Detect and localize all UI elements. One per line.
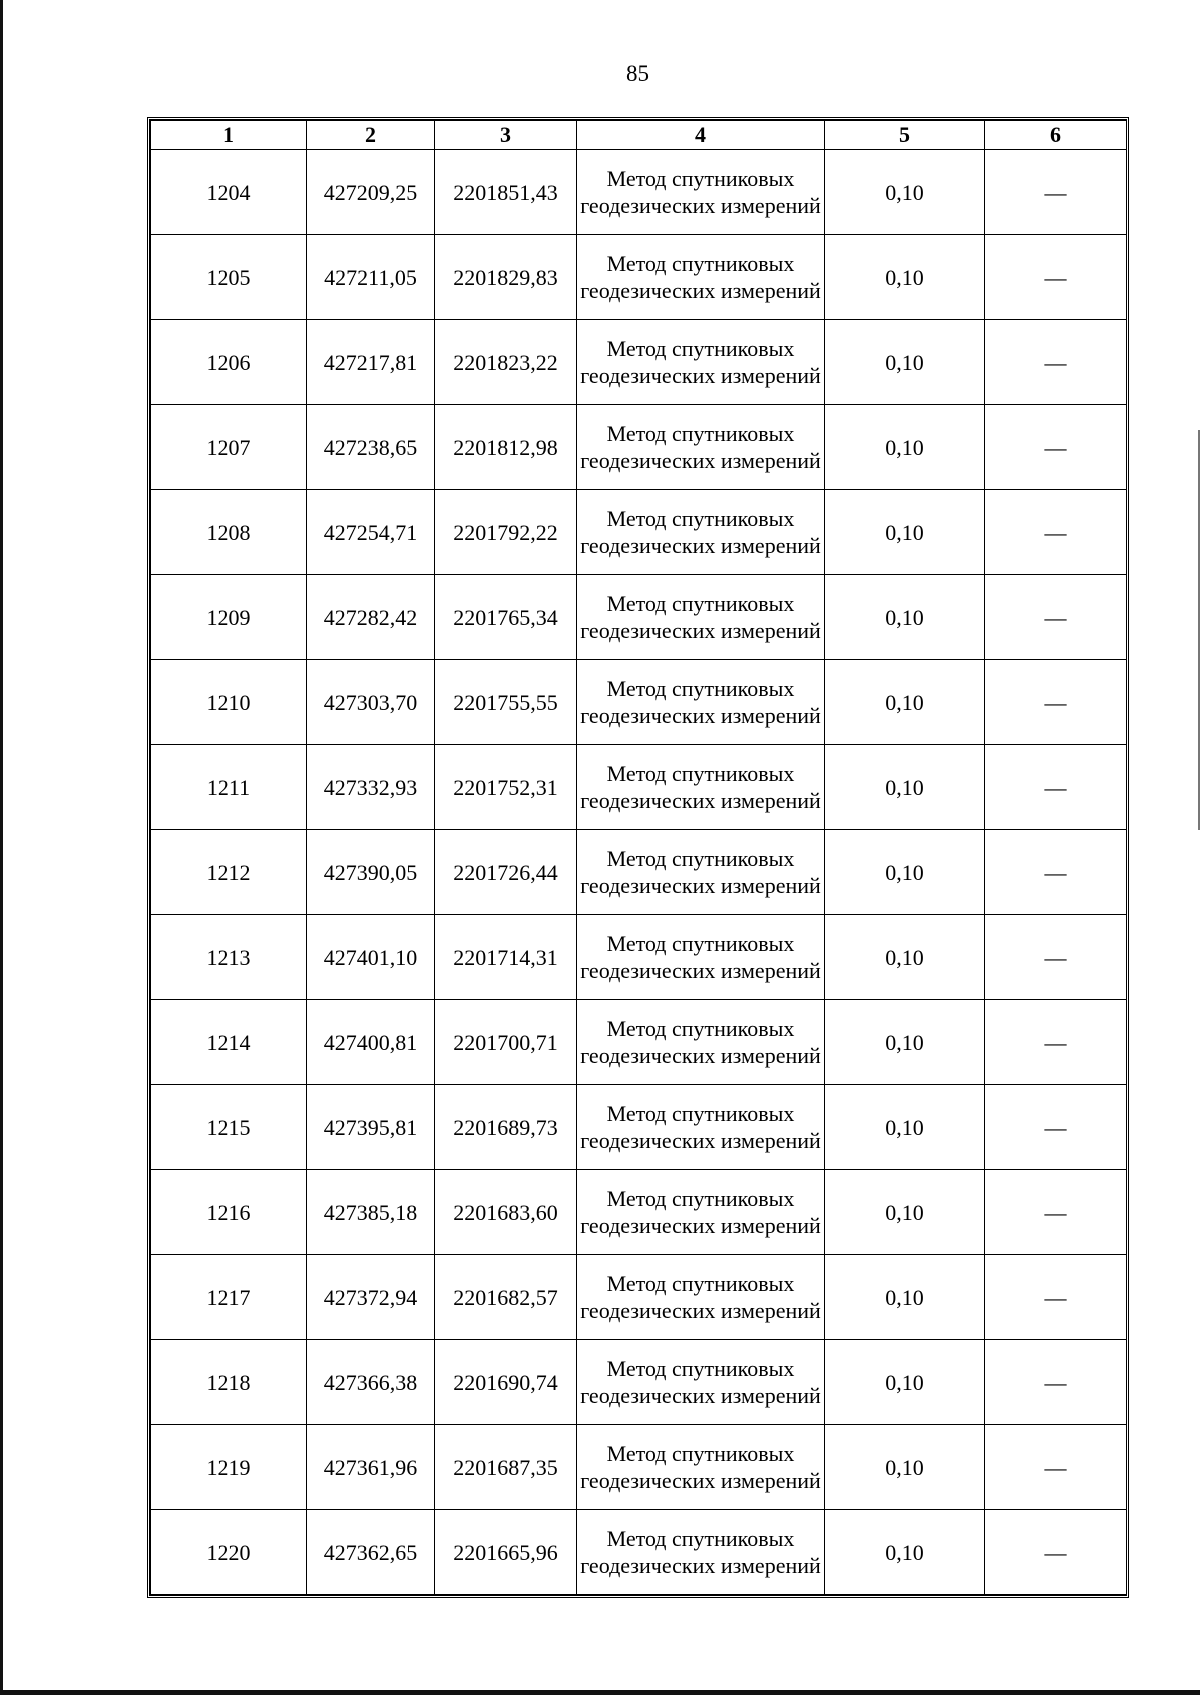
- point-number-cell: 1211: [151, 745, 307, 830]
- point-number-cell: 1217: [151, 1255, 307, 1340]
- table-row: [151, 915, 1127, 1000]
- accuracy-cell: 0,10: [825, 320, 985, 405]
- x-coordinate-cell: 427372,94: [307, 1255, 435, 1340]
- x-coordinate-cell: 427366,38: [307, 1340, 435, 1425]
- note-cell: —: [985, 1170, 1127, 1255]
- y-coordinate-cell: 2201812,98: [435, 405, 577, 490]
- y-coordinate-cell: 2201714,31: [435, 915, 577, 1000]
- note-cell: —: [985, 150, 1127, 235]
- point-number-cell: 1214: [151, 1000, 307, 1085]
- y-coordinate-cell: 2201687,35: [435, 1425, 577, 1510]
- x-coordinate-cell: 427254,71: [307, 490, 435, 575]
- accuracy-cell: 0,10: [825, 745, 985, 830]
- scan-edge-bottom: [0, 1690, 1200, 1695]
- x-coordinate-cell: 427282,42: [307, 575, 435, 660]
- y-coordinate-cell: 2201682,57: [435, 1255, 577, 1340]
- table-row: [151, 575, 1127, 660]
- header-col-4: 4: [577, 121, 825, 150]
- y-coordinate-cell: 2201755,55: [435, 660, 577, 745]
- point-number-cell: 1210: [151, 660, 307, 745]
- coordinates-table-frame: [147, 117, 1129, 1598]
- note-cell: —: [985, 745, 1127, 830]
- table-row: [151, 405, 1127, 490]
- table-row: [151, 1000, 1127, 1085]
- method-cell: Метод спутниковых геодезических измерений: [577, 490, 825, 575]
- accuracy-cell: 0,10: [825, 915, 985, 1000]
- table-row: [151, 1510, 1127, 1595]
- x-coordinate-cell: 427400,81: [307, 1000, 435, 1085]
- y-coordinate-cell: 2201683,60: [435, 1170, 577, 1255]
- note-cell: —: [985, 660, 1127, 745]
- note-cell: —: [985, 1425, 1127, 1510]
- accuracy-cell: 0,10: [825, 1085, 985, 1170]
- accuracy-cell: 0,10: [825, 405, 985, 490]
- method-cell: Метод спутниковых геодезических измерений: [577, 1510, 825, 1595]
- x-coordinate-cell: 427211,05: [307, 235, 435, 320]
- point-number-cell: 1219: [151, 1425, 307, 1510]
- y-coordinate-cell: 2201851,43: [435, 150, 577, 235]
- table-row: [151, 1340, 1127, 1425]
- point-number-cell: 1216: [151, 1170, 307, 1255]
- point-number-cell: 1204: [151, 150, 307, 235]
- note-cell: —: [985, 490, 1127, 575]
- method-cell: Метод спутниковых геодезических измерений: [577, 1170, 825, 1255]
- table-header-row: [151, 121, 1127, 150]
- method-cell: Метод спутниковых геодезических измерений: [577, 1425, 825, 1510]
- coordinates-table: [150, 120, 1127, 1595]
- x-coordinate-cell: 427303,70: [307, 660, 435, 745]
- header-col-5: 5: [825, 121, 985, 150]
- x-coordinate-cell: 427401,10: [307, 915, 435, 1000]
- table-row: [151, 1085, 1127, 1170]
- table-row: [151, 235, 1127, 320]
- method-cell: Метод спутниковых геодезических измерений: [577, 405, 825, 490]
- accuracy-cell: 0,10: [825, 150, 985, 235]
- x-coordinate-cell: 427361,96: [307, 1425, 435, 1510]
- point-number-cell: 1218: [151, 1340, 307, 1425]
- x-coordinate-cell: 427362,65: [307, 1510, 435, 1595]
- table-row: [151, 830, 1127, 915]
- accuracy-cell: 0,10: [825, 1425, 985, 1510]
- method-cell: Метод спутниковых геодезических измерений: [577, 1340, 825, 1425]
- accuracy-cell: 0,10: [825, 575, 985, 660]
- y-coordinate-cell: 2201792,22: [435, 490, 577, 575]
- table-row: [151, 660, 1127, 745]
- accuracy-cell: 0,10: [825, 1000, 985, 1085]
- note-cell: —: [985, 575, 1127, 660]
- x-coordinate-cell: 427390,05: [307, 830, 435, 915]
- table-body: [151, 150, 1127, 1595]
- scan-edge-left: [0, 0, 3, 1695]
- y-coordinate-cell: 2201829,83: [435, 235, 577, 320]
- header-col-3: 3: [435, 121, 577, 150]
- method-cell: Метод спутниковых геодезических измерений: [577, 1085, 825, 1170]
- table-row: [151, 1255, 1127, 1340]
- method-cell: Метод спутниковых геодезических измерений: [577, 235, 825, 320]
- note-cell: —: [985, 1255, 1127, 1340]
- method-cell: Метод спутниковых геодезических измерений: [577, 150, 825, 235]
- accuracy-cell: 0,10: [825, 1255, 985, 1340]
- point-number-cell: 1213: [151, 915, 307, 1000]
- table-row: [151, 320, 1127, 405]
- x-coordinate-cell: 427332,93: [307, 745, 435, 830]
- note-cell: —: [985, 1085, 1127, 1170]
- point-number-cell: 1205: [151, 235, 307, 320]
- point-number-cell: 1206: [151, 320, 307, 405]
- x-coordinate-cell: 427395,81: [307, 1085, 435, 1170]
- method-cell: Метод спутниковых геодезических измерений: [577, 1255, 825, 1340]
- page-number: 85: [626, 61, 649, 86]
- table-row: [151, 490, 1127, 575]
- accuracy-cell: 0,10: [825, 1170, 985, 1255]
- table-row: [151, 745, 1127, 830]
- point-number-cell: 1209: [151, 575, 307, 660]
- header-col-6: 6: [985, 121, 1127, 150]
- y-coordinate-cell: 2201752,31: [435, 745, 577, 830]
- method-cell: Метод спутниковых геодезических измерений: [577, 830, 825, 915]
- point-number-cell: 1212: [151, 830, 307, 915]
- accuracy-cell: 0,10: [825, 490, 985, 575]
- point-number-cell: 1208: [151, 490, 307, 575]
- table-row: [151, 150, 1127, 235]
- note-cell: —: [985, 235, 1127, 320]
- method-cell: Метод спутниковых геодезических измерений: [577, 660, 825, 745]
- accuracy-cell: 0,10: [825, 830, 985, 915]
- note-cell: —: [985, 320, 1127, 405]
- x-coordinate-cell: 427385,18: [307, 1170, 435, 1255]
- note-cell: —: [985, 830, 1127, 915]
- header-col-1: 1: [151, 121, 307, 150]
- method-cell: Метод спутниковых геодезических измерений: [577, 320, 825, 405]
- method-cell: Метод спутниковых геодезических измерений: [577, 1000, 825, 1085]
- note-cell: —: [985, 915, 1127, 1000]
- table-row: [151, 1425, 1127, 1510]
- note-cell: —: [985, 405, 1127, 490]
- method-cell: Метод спутниковых геодезических измерений: [577, 745, 825, 830]
- y-coordinate-cell: 2201765,34: [435, 575, 577, 660]
- table-row: [151, 1170, 1127, 1255]
- point-number-cell: 1220: [151, 1510, 307, 1595]
- accuracy-cell: 0,10: [825, 235, 985, 320]
- header-col-2: 2: [307, 121, 435, 150]
- y-coordinate-cell: 2201665,96: [435, 1510, 577, 1595]
- y-coordinate-cell: 2201700,71: [435, 1000, 577, 1085]
- method-cell: Метод спутниковых геодезических измерений: [577, 915, 825, 1000]
- y-coordinate-cell: 2201689,73: [435, 1085, 577, 1170]
- note-cell: —: [985, 1000, 1127, 1085]
- y-coordinate-cell: 2201690,74: [435, 1340, 577, 1425]
- x-coordinate-cell: 427217,81: [307, 320, 435, 405]
- x-coordinate-cell: 427209,25: [307, 150, 435, 235]
- y-coordinate-cell: 2201726,44: [435, 830, 577, 915]
- note-cell: —: [985, 1340, 1127, 1425]
- accuracy-cell: 0,10: [825, 660, 985, 745]
- point-number-cell: 1215: [151, 1085, 307, 1170]
- accuracy-cell: 0,10: [825, 1340, 985, 1425]
- accuracy-cell: 0,10: [825, 1510, 985, 1595]
- point-number-cell: 1207: [151, 405, 307, 490]
- note-cell: —: [985, 1510, 1127, 1595]
- x-coordinate-cell: 427238,65: [307, 405, 435, 490]
- method-cell: Метод спутниковых геодезических измерений: [577, 575, 825, 660]
- y-coordinate-cell: 2201823,22: [435, 320, 577, 405]
